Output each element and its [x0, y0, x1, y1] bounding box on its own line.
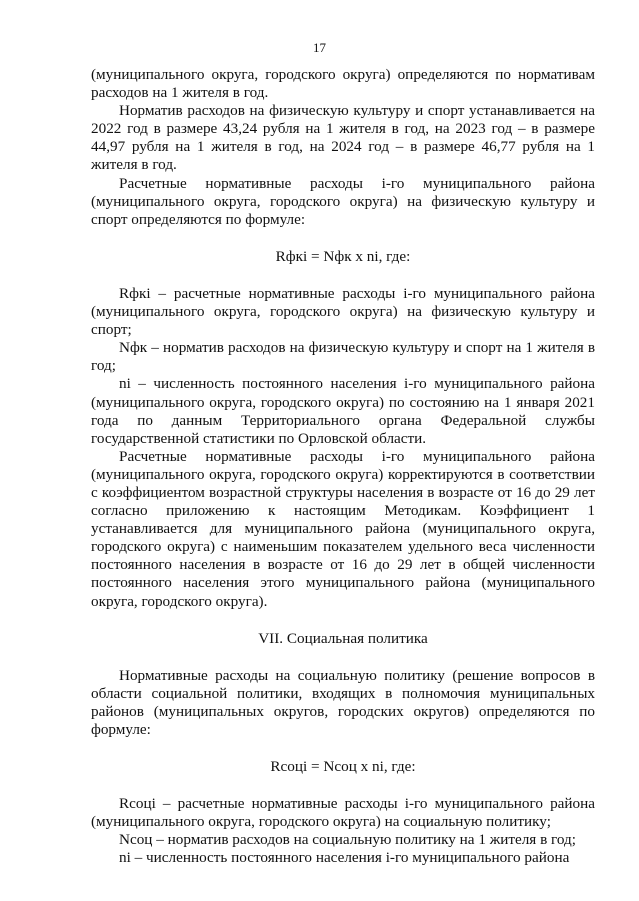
paragraph-age-coefficient: Расчетные нормативные расходы i-го муниципального района (муниципального округа, городского округа) корректируются в соответствии с коэффициентом возрастной структуры населения в возрасте от 16 до 29 лет согласно приложению к настоящим Методикам. Коэффициент 1 устанавливается для муниципального района (муниципального округа, городского округа) с наименьшим показателем удельного веса численности постоянного населения в возрасте от 16 до 29 лет в общей численности постоянного населения этого муниципального района (муниципального округа, городского округа).: [91, 447, 595, 610]
definition-rfk: Rфкi – расчетные нормативные расходы i-го муниципального района (муниципального округа, городского округа) на физическую культуру и спорт;: [91, 284, 595, 339]
definition-rsoc: Rсоцi – расчетные нормативные расходы i-го муниципального района (муниципального округа, городского округа) на социальную политику;: [91, 795, 595, 831]
page-number: 17: [313, 40, 326, 55]
document-body: [91, 66, 595, 868]
paragraph-sport-norm: Норматив расходов на физическую культуру и спорт устанавливается на 2022 год в размере 43,24 рубля на 1 жителя в год, на 2023 год – в размере 44,97 рубля на 1 жителя в год, на 2024 год – в размере 46,77 рубля на 1 жителя в год.: [91, 102, 595, 174]
formula-social: Rсоцi = Nсоц x ni, где:: [270, 758, 416, 776]
formula-sport: Rфкi = Nфк x ni, где:: [275, 247, 411, 265]
paragraph-continuation: (муниципального округа, городского округа) определяются по нормативам расходов на 1 жителя в год.: [91, 66, 595, 102]
section-heading: VII. Социальная политика: [258, 629, 428, 647]
paragraph-sport-formula-intro: Расчетные нормативные расходы i-го муниципального района (муниципального округа, городского округа) на физическую культуру и спорт определяются по формуле:: [91, 174, 595, 228]
definition-ni: ni – численность постоянного населения i-го муниципального района (муниципального округа, городского округа) по состоянию на 1 января 2021 года по данным Территориального органа Федеральной службы государственной статистики по Орловской области.: [91, 375, 595, 447]
definition-nfk: Nфк – норматив расходов на физическую культуру и спорт на 1 жителя в год;: [91, 339, 595, 375]
definition-ni-social: ni – численность постоянного населения i-го муниципального района: [119, 849, 570, 867]
definition-nsoc: Nсоц – норматив расходов на социальную политику на 1 жителя в год;: [119, 831, 577, 849]
paragraph-social-intro: Нормативные расходы на социальную политику (решение вопросов в области социальной политики, входящих в полномочия муниципальных районов (муниципальных округов, городских округов) определяются по формуле:: [91, 666, 595, 738]
